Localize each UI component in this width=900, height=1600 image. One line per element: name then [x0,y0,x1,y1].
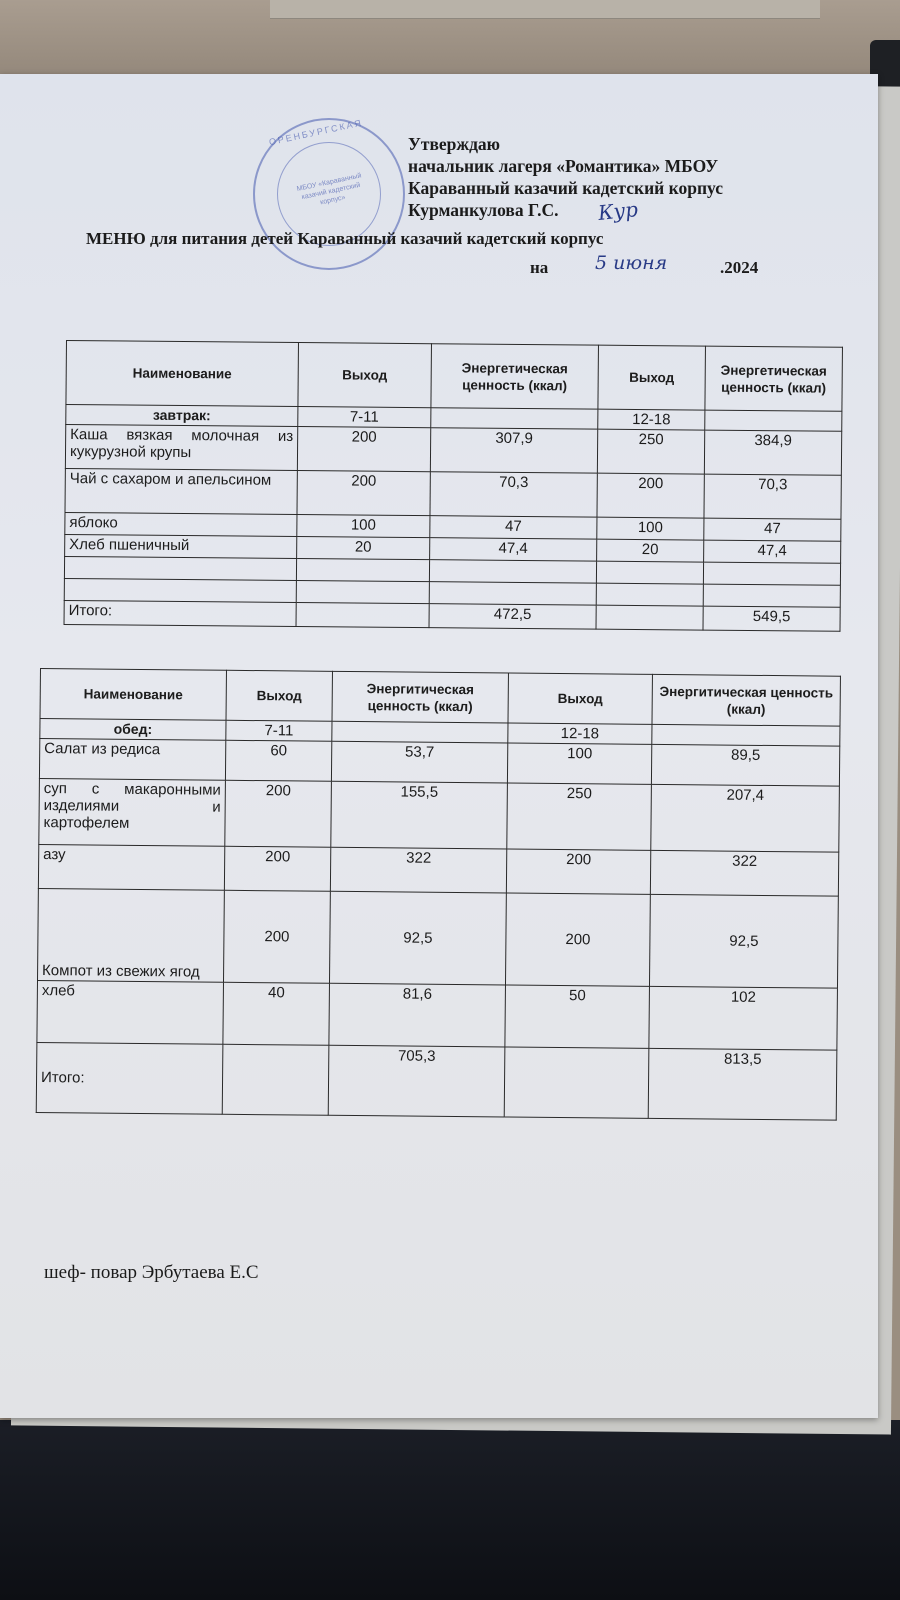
dish-name: Каша вязкая молочная из кукурузной крупы [65,425,297,471]
breakfast-table [64,340,843,632]
dish-output: 50 [505,985,650,1048]
total-row [36,1042,837,1120]
dish-energy: 47,4 [704,540,841,563]
dish-energy: 207,4 [651,784,840,852]
dish-energy: 307,9 [430,428,597,473]
header-output: Выход [226,670,332,721]
dish-output: 20 [597,539,704,562]
empty-cell [596,583,703,606]
dish-energy: 53,7 [331,741,507,783]
meal-label: завтрак: [66,405,298,427]
dish-output: 200 [297,471,430,516]
date-prefix: на [530,258,549,277]
approval-line-2: начальник лагеря «Романтика» МБОУ [408,156,719,176]
dish-output: 200 [597,473,704,518]
dish-output: 100 [597,517,704,540]
dish-energy: 322 [330,847,506,893]
dish-output: 200 [297,427,430,472]
dish-energy: 155,5 [331,781,508,849]
empty-cell [332,721,508,743]
table-row [38,844,838,896]
desk-surface [0,1420,900,1600]
table-row [39,778,840,852]
dish-output: 250 [597,429,704,474]
dish-name: яблоко [65,512,297,536]
total-label: Итого: [64,600,296,626]
dish-energy: 384,9 [704,430,841,475]
empty-cell [596,605,703,630]
age-group: 7-11 [298,407,431,428]
date-year: .2024 [720,258,759,277]
empty-cell [429,582,596,605]
dish-output: 200 [505,893,650,986]
handwritten-date: 5 июня [595,252,668,274]
dish-output: 40 [223,982,330,1045]
table-header-row [40,669,840,727]
dish-name: азу [38,844,224,890]
dish-energy: 92,5 [649,894,838,988]
dish-energy: 70,3 [430,472,597,517]
total-energy: 472,5 [429,604,596,629]
header-energy: Энергетическая ценность (ккал) [705,346,843,411]
dish-name: суп с макаронными изделиями и картофелем [39,778,226,846]
stamp-ring-text: ОРЕНБУРГСКАЯ [268,117,364,148]
empty-cell [296,603,429,628]
lunch-table [36,668,841,1121]
dish-name: Салат из редиса [39,739,225,781]
table-header-row [66,341,843,412]
dish-output: 200 [506,849,650,894]
table-row [65,468,841,519]
header-output: Выход [298,343,432,408]
stamp-center-text: МБОУ «Караванный казачий кадетский корпус» [296,172,363,207]
empty-cell [64,578,296,602]
header-output: Выход [598,345,706,410]
empty-cell [504,1047,649,1118]
table-row [37,980,838,1050]
dish-name: Хлеб пшеничный [65,534,297,558]
dish-name: Компот из свежих ягод [38,888,225,982]
dish-output: 100 [507,743,651,784]
empty-cell [431,408,598,429]
empty-cell [222,1044,329,1115]
approval-line-4: Курманкулова Г.С. [408,200,559,220]
page-title: МЕНЮ для питания детей Караванный казачий кадетский корпус [86,229,604,248]
dish-energy: 47 [704,518,841,541]
empty-cell [705,410,842,431]
dish-name: Чай с сахаром и апельсином [65,468,297,514]
empty-cell [652,724,840,746]
dish-output: 200 [225,780,332,847]
dish-energy: 70,3 [704,474,841,519]
total-energy: 549,5 [703,606,840,631]
dish-energy: 47 [430,516,597,539]
table-row [65,425,841,476]
dish-energy: 81,6 [329,983,506,1047]
dish-name: хлеб [37,980,224,1044]
header-energy: Энергетическая ценность (ккал) [431,344,599,409]
empty-cell [596,561,703,584]
dish-energy: 322 [650,850,838,896]
total-energy: 813,5 [648,1048,837,1120]
age-group: 12-18 [508,723,652,744]
empty-cell [296,559,429,582]
table-row [38,888,839,988]
header-energy: Энергитическая ценность (ккал) [652,674,840,726]
dish-energy: 92,5 [329,891,506,985]
empty-cell [429,560,596,583]
header-name: Наименование [66,341,299,407]
empty-cell [64,556,296,580]
header-name: Наименование [40,669,226,721]
age-group: 12-18 [598,409,705,430]
header-energy: Энергитическая ценность (ккал) [332,671,508,723]
empty-cell [703,584,840,607]
dish-output: 200 [224,846,330,891]
age-group: 7-11 [226,720,332,741]
total-energy: 705,3 [328,1045,505,1117]
header-output: Выход [508,673,652,724]
dish-output: 60 [225,740,331,781]
empty-cell [703,562,840,585]
meal-label: обед: [40,719,226,741]
dish-output: 20 [297,537,430,560]
chef-signature-line: шеф- повар Эрбутаева Е.С [44,1262,259,1283]
approval-line-3: Караванный казачий кадетский корпус [408,178,724,198]
dish-energy: 102 [649,986,838,1050]
dish-output: 200 [223,890,330,983]
dish-output: 100 [297,515,430,538]
dish-energy: 89,5 [651,744,839,786]
dish-output: 250 [507,783,652,850]
total-label: Итого: [36,1042,223,1114]
handwritten-signature: Кур [596,196,640,226]
approval-line-1: Утверждаю [408,134,501,154]
dish-energy: 47,4 [430,538,597,561]
empty-cell [296,581,429,604]
background-sheet [270,0,820,19]
